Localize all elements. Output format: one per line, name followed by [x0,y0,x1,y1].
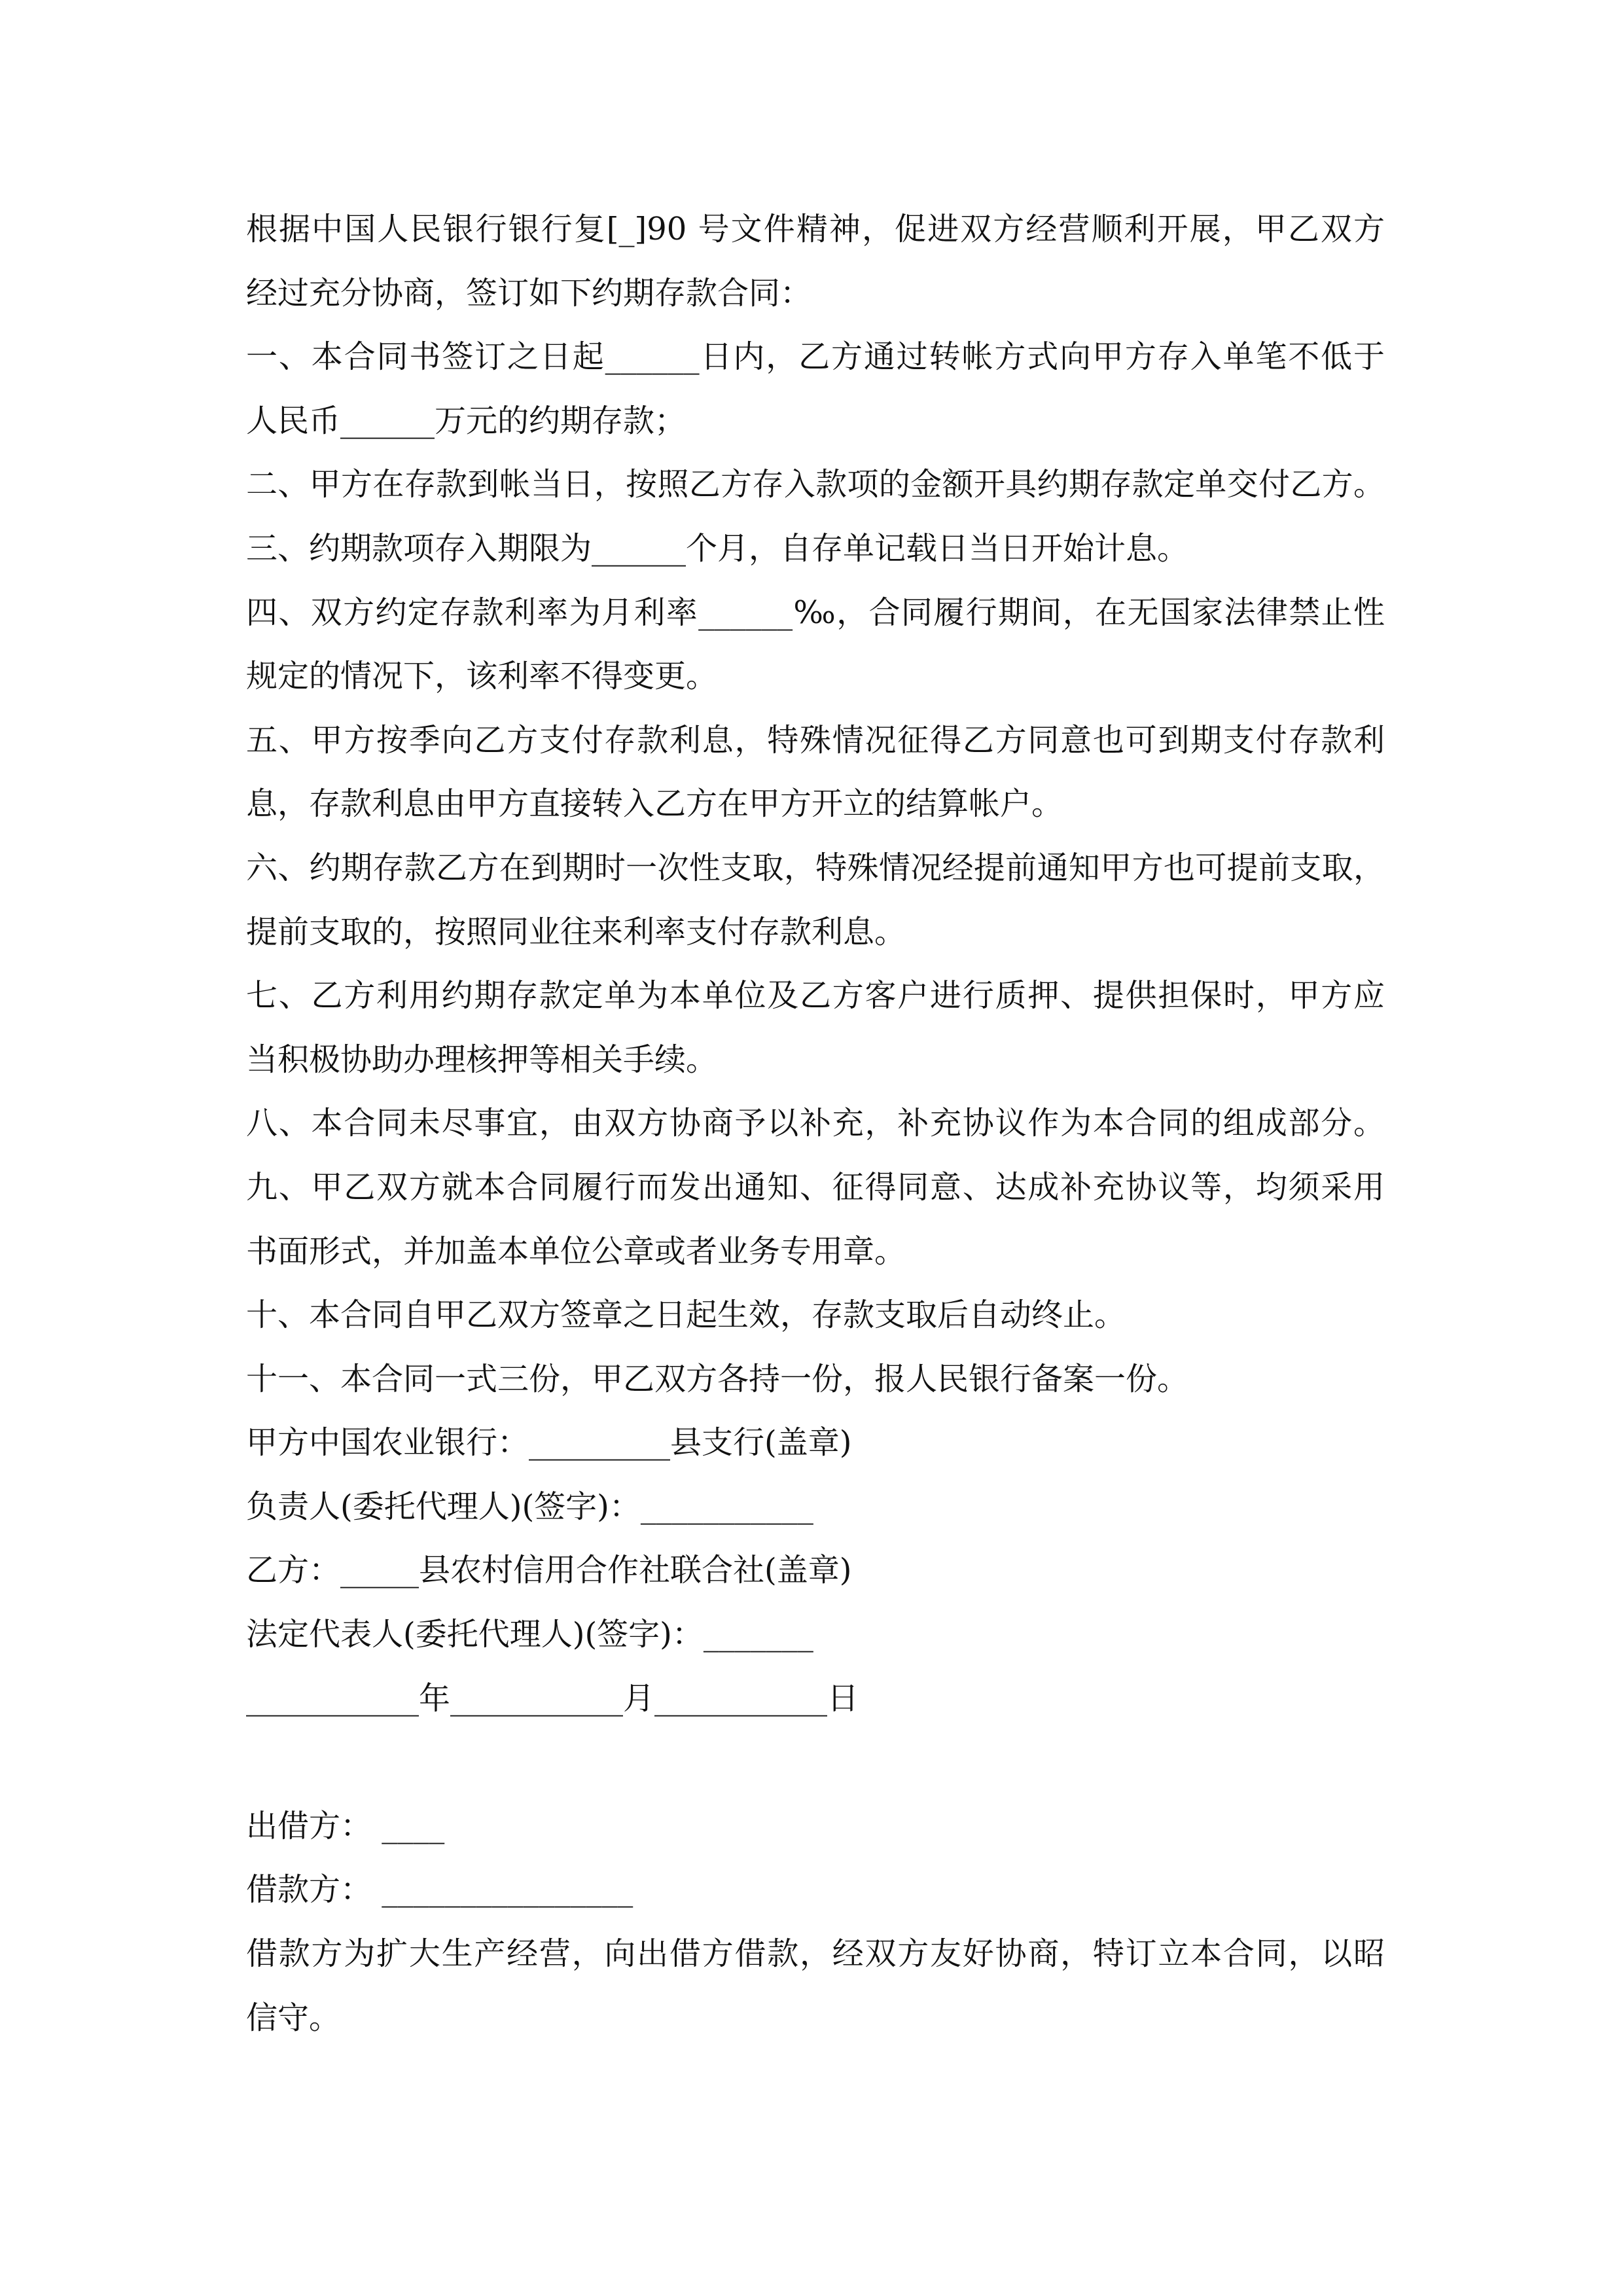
clause-6-line: 六、约期存款乙方在到期时一次性支取，特殊情况经提前通知甲方也可提前支取， [246,849,1385,886]
clause-11-line: 十一、本合同一式三份，甲乙双方各持一份，报人民银行备案一份。 [246,1360,1189,1397]
clause-9-line: 九、甲乙双方就本合同履行而发出通知、征得同意、达成补充协议等，均须采用 [246,1168,1385,1206]
paragraph-line: 经过充分协商，签订如下约期存款合同： [246,274,812,312]
clause-1-line: 人民币______万元的约期存款； [246,402,687,439]
date-line: ___________年___________月___________日 [246,1679,859,1717]
party-b-signature-line: 乙方：_____县农村信用合作社联合社(盖章) [246,1552,852,1589]
document-body [246,198,1385,2050]
party-a-signature-line: 甲方中国农业银行：_________县支行(盖章) [246,1424,852,1462]
party-b-representative-line: 法定代表人(委托代理人)(签字)：_______ [246,1616,813,1653]
clause-9-line: 书面形式，并加盖本单位公章或者业务专用章。 [246,1232,906,1270]
loan-intro-line: 信守。 [246,1999,341,2036]
paragraph-line: 根据中国人民银行银行复[_]90 号文件精神，促进双方经营顺利开展，甲乙双方 [246,211,1385,247]
borrower-line: 借款方： ________________ [246,1871,633,1909]
clause-7-line: 七、乙方利用约期存款定单为本单位及乙方客户进行质押、提供担保时，甲方应 [246,977,1385,1014]
clause-5-line: 息，存款利息由甲方直接转入乙方在甲方开立的结算帐户。 [246,785,1063,823]
clause-5-line: 五、甲方按季向乙方支付存款利息，特殊情况征得乙方同意也可到期支付存款利 [246,721,1385,759]
clause-7-line: 当积极协助办理核押等相关手续。 [246,1041,718,1078]
lender-line: 出借方： ____ [246,1807,445,1844]
clause-8-line: 八、本合同未尽事宜，由双方协商予以补充，补充协议作为本合同的组成部分。 [246,1105,1385,1142]
clause-4-line: 规定的情况下，该利率不得变更。 [246,658,718,695]
clause-4-line: 四、双方约定存款利率为月利率______‰，合同履行期间，在无国家法律禁止性 [246,594,1385,631]
clause-2-line: 二、甲方在存款到帐当日，按照乙方存入款项的金额开具约期存款定单交付乙方。 [246,466,1385,503]
section-spacer [246,1731,1385,1795]
loan-intro-line: 借款方为扩大生产经营，向出借方借款，经双方友好协商，特订立本合同，以昭 [246,1935,1385,1973]
clause-10-line: 十、本合同自甲乙双方签章之日起生效，存款支取后自动终止。 [246,1297,1126,1334]
clause-3-line: 三、约期款项存入期限为______个月，自存单记载日当日开始计息。 [246,529,1189,567]
party-a-representative-line: 负责人(委托代理人)(签字)：___________ [246,1488,813,1525]
clause-6-line: 提前支取的，按照同业往来利率支付存款利息。 [246,913,906,950]
clause-1-line: 一、本合同书签订之日起______日内，乙方通过转帐方式向甲方存入单笔不低于 [246,338,1385,376]
